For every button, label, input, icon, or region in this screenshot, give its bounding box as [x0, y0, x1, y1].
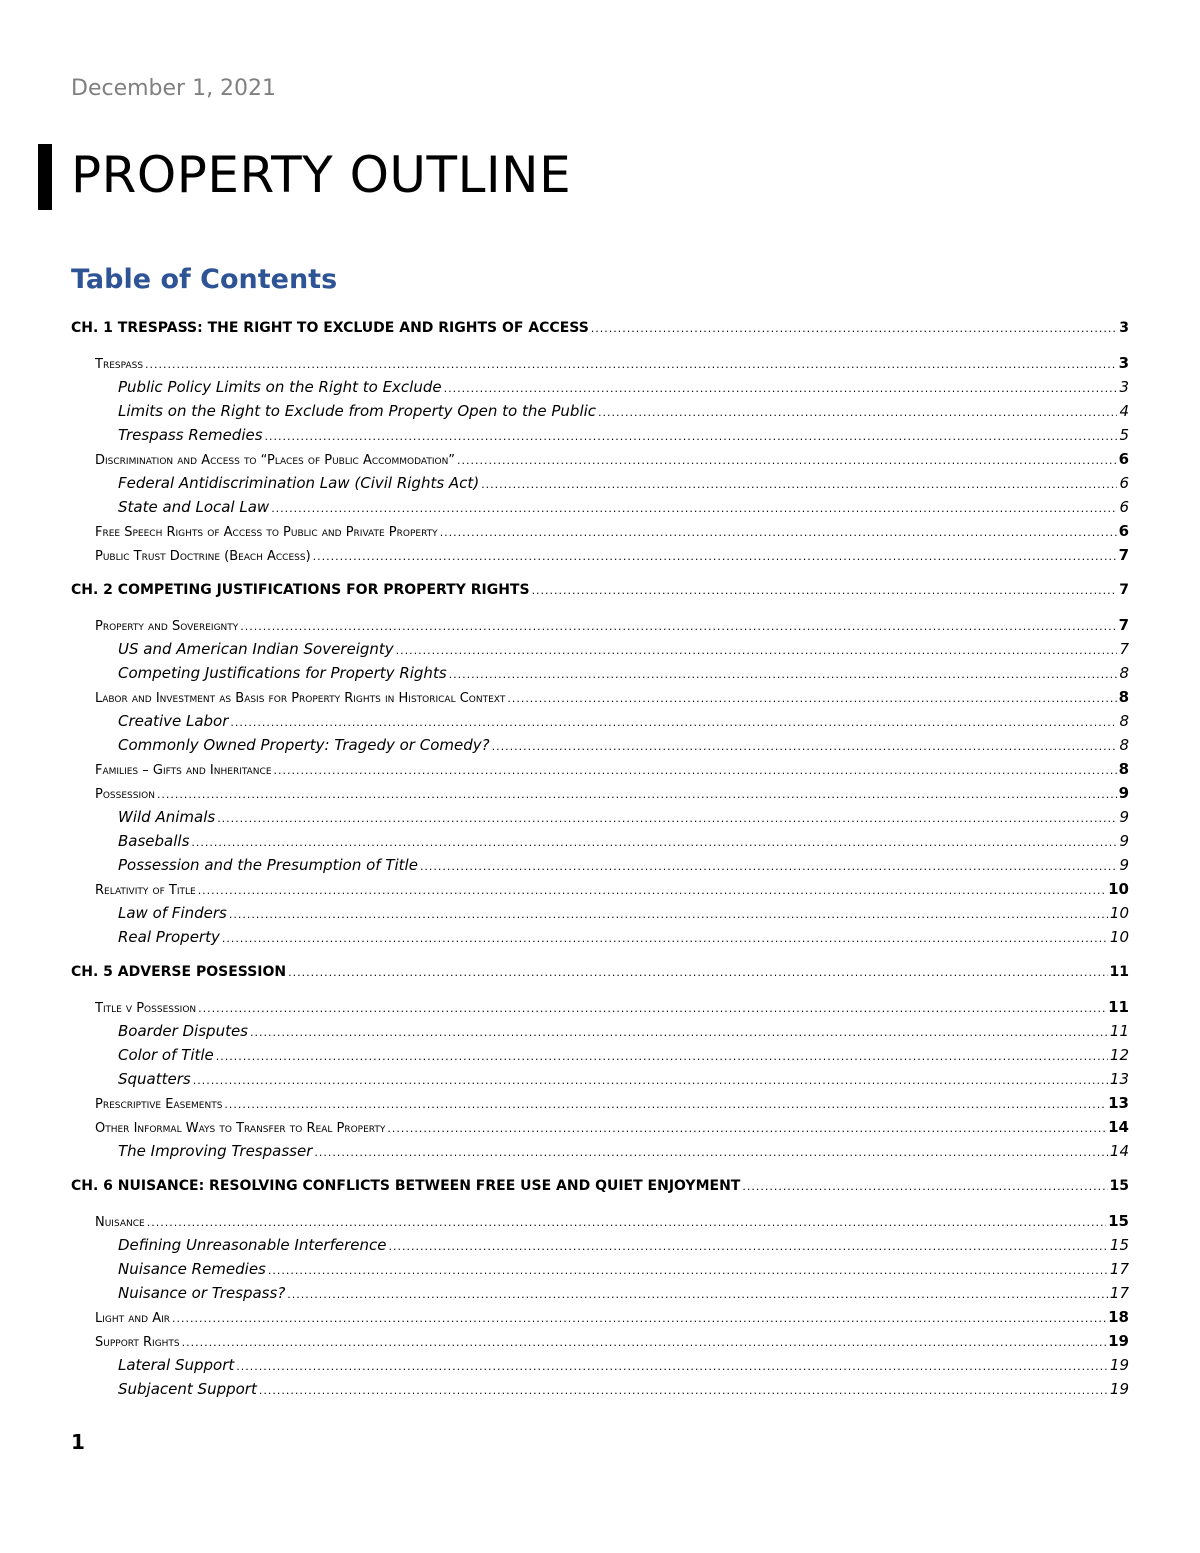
- toc-entry-label: State and Local Law: [118, 498, 270, 516]
- toc-entry-label: CH. 5 ADVERSE POSESSION: [71, 964, 287, 980]
- toc-entry-page: 14: [1109, 1142, 1129, 1160]
- toc-dot-leader: [287, 1281, 1108, 1307]
- toc-entry-label: Boarder Disputes: [118, 1022, 248, 1040]
- toc-dot-leader: [240, 615, 1116, 639]
- toc-entry[interactable]: [71, 1067, 1129, 1091]
- toc-entry-label: Trespass: [95, 357, 144, 372]
- toc-entry-page: 19: [1109, 1380, 1129, 1398]
- toc-entry[interactable]: [71, 1209, 1129, 1233]
- toc-entry-label: Wild Animals: [118, 808, 216, 826]
- toc-entry[interactable]: [71, 1257, 1129, 1281]
- toc-dot-leader: [198, 879, 1106, 903]
- toc-entry-label: Law of Finders: [118, 904, 227, 922]
- toc-entry-label: Subjacent Support: [118, 1380, 257, 1398]
- toc-entry[interactable]: [71, 1281, 1129, 1305]
- toc-entry[interactable]: [71, 1139, 1129, 1163]
- toc-entry[interactable]: [71, 543, 1129, 567]
- toc-entry-page: 11: [1109, 964, 1129, 980]
- toc-entry-label: Prescriptive Easements: [95, 1097, 223, 1112]
- toc-dot-leader: [236, 1353, 1108, 1379]
- toc-dot-leader: [222, 925, 1108, 951]
- table-of-contents: [71, 316, 1129, 1401]
- toc-entry-label: Federal Antidiscrimination Law (Civil Rights Act): [118, 474, 480, 492]
- toc-entry-label: Defining Unreasonable Interference: [118, 1236, 387, 1254]
- toc-entry-page: 10: [1109, 904, 1129, 922]
- toc-dot-leader: [172, 1307, 1106, 1331]
- toc-entry[interactable]: [71, 853, 1129, 877]
- toc-entry-page: 11: [1108, 998, 1129, 1016]
- toc-entry-page: 15: [1109, 1236, 1129, 1254]
- toc-entry-label: Commonly Owned Property: Tragedy or Comedy?: [118, 736, 490, 754]
- toc-dot-leader: [440, 521, 1117, 545]
- toc-dot-leader: [265, 423, 1118, 449]
- toc-entry-page: 17: [1109, 1284, 1129, 1302]
- toc-dot-leader: [396, 637, 1118, 663]
- toc-entry-label: Light and Air: [95, 1311, 171, 1326]
- toc-dot-leader: [314, 1139, 1108, 1165]
- toc-dot-leader: [259, 1377, 1108, 1403]
- toc-dot-leader: [598, 399, 1117, 425]
- toc-entry-label: CH. 6 NUISANCE: RESOLVING CONFLICTS BETWEEN FREE USE AND QUIET ENJOYMENT: [71, 1178, 741, 1194]
- toc-entry-label: Baseballs: [118, 832, 190, 850]
- toc-dot-leader: [420, 853, 1118, 879]
- toc-dot-leader: [532, 578, 1118, 603]
- toc-entry[interactable]: [71, 351, 1129, 375]
- toc-dot-leader: [198, 997, 1106, 1021]
- toc-entry[interactable]: [71, 1353, 1129, 1377]
- toc-entry-label: The Improving Trespasser: [118, 1142, 313, 1160]
- toc-entry-label: Discrimination and Access to “Places of Public Accommodation”: [95, 453, 456, 468]
- toc-entry-page: 17: [1109, 1260, 1129, 1278]
- toc-entry-label: Competing Justifications for Property Rights: [118, 664, 447, 682]
- toc-dot-leader: [288, 960, 1107, 985]
- toc-entry-label: Nuisance: [95, 1215, 145, 1230]
- toc-entry-label: Relativity of Title: [95, 883, 196, 898]
- toc-entry[interactable]: [71, 613, 1129, 637]
- toc-entry-page: 18: [1108, 1308, 1129, 1326]
- toc-entry[interactable]: [71, 661, 1129, 685]
- toc-entry-page: 8: [1118, 688, 1129, 706]
- toc-entry-page: 11: [1109, 1022, 1129, 1040]
- toc-dot-leader: [449, 661, 1118, 687]
- toc-entry-page: 15: [1109, 1178, 1129, 1194]
- toc-entry[interactable]: [71, 901, 1129, 925]
- page-number: 1: [71, 1430, 85, 1454]
- toc-entry-label: Nuisance Remedies: [118, 1260, 266, 1278]
- toc-heading: Table of Contents: [71, 264, 338, 295]
- toc-entry-page: 7: [1119, 582, 1129, 598]
- toc-entry-page: 7: [1118, 616, 1129, 634]
- toc-entry-page: 7: [1119, 640, 1129, 658]
- toc-entry-label: Families – Gifts and Inheritance: [95, 763, 272, 778]
- toc-dot-leader: [224, 1093, 1106, 1117]
- toc-entry[interactable]: [71, 1305, 1129, 1329]
- toc-dot-leader: [313, 545, 1117, 569]
- toc-dot-leader: [216, 1043, 1108, 1069]
- toc-entry[interactable]: [71, 495, 1129, 519]
- toc-entry-page: 4: [1119, 402, 1129, 420]
- toc-entry-page: 19: [1109, 1356, 1129, 1374]
- toc-entry[interactable]: [71, 1233, 1129, 1257]
- toc-entry-label: Property and Sovereignty: [95, 619, 239, 634]
- toc-dot-leader: [388, 1233, 1107, 1259]
- toc-entry-page: 10: [1108, 880, 1129, 898]
- toc-entry-page: 9: [1118, 784, 1129, 802]
- toc-entry-page: 3: [1119, 378, 1129, 396]
- toc-dot-leader: [230, 709, 1117, 735]
- toc-dot-leader: [507, 687, 1116, 711]
- toc-entry-label: Squatters: [118, 1070, 191, 1088]
- toc-dot-leader: [444, 375, 1118, 401]
- toc-entry-label: Lateral Support: [118, 1356, 235, 1374]
- toc-entry[interactable]: [71, 1329, 1129, 1353]
- toc-dot-leader: [591, 316, 1117, 341]
- toc-entry[interactable]: [71, 1174, 1129, 1198]
- toc-entry-page: 8: [1119, 712, 1129, 730]
- toc-dot-leader: [742, 1174, 1107, 1199]
- toc-entry-page: 7: [1118, 546, 1129, 564]
- toc-entry-label: Creative Labor: [118, 712, 229, 730]
- toc-entry-label: Support Rights: [95, 1335, 180, 1350]
- toc-dot-leader: [492, 733, 1118, 759]
- toc-entry-page: 13: [1109, 1070, 1129, 1088]
- toc-entry[interactable]: [71, 709, 1129, 733]
- toc-dot-leader: [387, 1117, 1106, 1141]
- toc-dot-leader: [481, 471, 1117, 497]
- toc-entry-label: Limits on the Right to Exclude from Property Open to the Public: [118, 402, 597, 420]
- toc-entry[interactable]: [71, 1043, 1129, 1067]
- toc-entry-label: Trespass Remedies: [118, 426, 263, 444]
- toc-dot-leader: [457, 449, 1117, 473]
- toc-dot-leader: [274, 759, 1117, 783]
- toc-entry-label: Color of Title: [118, 1046, 214, 1064]
- toc-entry[interactable]: [71, 471, 1129, 495]
- toc-entry-label: Labor and Investment as Basis for Property Rights in Historical Context: [95, 691, 506, 706]
- toc-dot-leader: [229, 901, 1108, 927]
- toc-entry[interactable]: [71, 447, 1129, 471]
- toc-dot-leader: [268, 1257, 1108, 1283]
- toc-dot-leader: [193, 1067, 1108, 1093]
- toc-entry-label: Nuisance or Trespass?: [118, 1284, 286, 1302]
- title-accent-bar: [38, 144, 52, 210]
- toc-dot-leader: [271, 495, 1117, 521]
- toc-entry-page: 6: [1118, 522, 1129, 540]
- toc-entry-page: 13: [1108, 1094, 1129, 1112]
- toc-dot-leader: [157, 783, 1117, 807]
- toc-entry[interactable]: [71, 519, 1129, 543]
- toc-dot-leader: [182, 1331, 1106, 1355]
- toc-entry[interactable]: [71, 685, 1129, 709]
- toc-entry-label: Real Property: [118, 928, 220, 946]
- toc-entry[interactable]: [71, 423, 1129, 447]
- toc-entry-page: 14: [1108, 1118, 1129, 1136]
- toc-entry-label: Title v Possession: [95, 1001, 197, 1016]
- toc-entry-page: 9: [1119, 856, 1129, 874]
- toc-entry[interactable]: [71, 757, 1129, 781]
- toc-entry[interactable]: [71, 805, 1129, 829]
- toc-entry[interactable]: [71, 399, 1129, 423]
- toc-entry[interactable]: [71, 316, 1129, 340]
- toc-entry-label: Public Trust Doctrine (Beach Access): [95, 549, 311, 564]
- toc-entry-page: 8: [1118, 760, 1129, 778]
- toc-entry[interactable]: [71, 925, 1129, 949]
- toc-entry[interactable]: [71, 781, 1129, 805]
- toc-entry[interactable]: [71, 637, 1129, 661]
- document-date: December 1, 2021: [71, 76, 277, 101]
- toc-entry[interactable]: [71, 1377, 1129, 1401]
- toc-entry[interactable]: [71, 829, 1129, 853]
- toc-entry[interactable]: [71, 1091, 1129, 1115]
- toc-dot-leader: [250, 1019, 1108, 1045]
- toc-entry-page: 10: [1109, 928, 1129, 946]
- toc-entry[interactable]: [71, 1019, 1129, 1043]
- toc-entry-label: Other Informal Ways to Transfer to Real Property: [95, 1121, 386, 1136]
- toc-dot-leader: [217, 805, 1117, 831]
- toc-entry-page: 3: [1118, 354, 1129, 372]
- toc-dot-leader: [147, 1211, 1106, 1235]
- toc-entry-label: CH. 1 TRESPASS: THE RIGHT TO EXCLUDE AND RIGHTS OF ACCESS: [71, 320, 589, 336]
- toc-entry-label: Possession and the Presumption of Title: [118, 856, 418, 874]
- toc-entry[interactable]: [71, 877, 1129, 901]
- toc-entry-page: 6: [1119, 498, 1129, 516]
- toc-entry-page: 19: [1108, 1332, 1129, 1350]
- toc-entry-page: 9: [1119, 832, 1129, 850]
- toc-entry-page: 6: [1118, 450, 1129, 468]
- toc-entry-label: US and American Indian Sovereignty: [118, 640, 394, 658]
- toc-entry-page: 9: [1119, 808, 1129, 826]
- toc-entry-page: 6: [1119, 474, 1129, 492]
- toc-entry-page: 8: [1119, 736, 1129, 754]
- toc-dot-leader: [145, 353, 1117, 377]
- toc-entry-label: Free Speech Rights of Access to Public and Private Property: [95, 525, 438, 540]
- toc-entry-page: 15: [1108, 1212, 1129, 1230]
- toc-entry[interactable]: [71, 1115, 1129, 1139]
- toc-entry[interactable]: [71, 733, 1129, 757]
- toc-dot-leader: [191, 829, 1117, 855]
- toc-entry-label: Public Policy Limits on the Right to Exclude: [118, 378, 442, 396]
- toc-entry[interactable]: [71, 375, 1129, 399]
- toc-entry[interactable]: [71, 960, 1129, 984]
- toc-entry-page: 3: [1119, 320, 1129, 336]
- toc-entry-label: Possession: [95, 787, 155, 802]
- toc-entry[interactable]: [71, 578, 1129, 602]
- document-title: PROPERTY OUTLINE: [71, 146, 572, 204]
- toc-entry-page: 5: [1119, 426, 1129, 444]
- toc-entry-page: 8: [1119, 664, 1129, 682]
- toc-entry-label: CH. 2 COMPETING JUSTIFICATIONS FOR PROPERTY RIGHTS: [71, 582, 530, 598]
- toc-entry-page: 12: [1109, 1046, 1129, 1064]
- toc-entry[interactable]: [71, 995, 1129, 1019]
